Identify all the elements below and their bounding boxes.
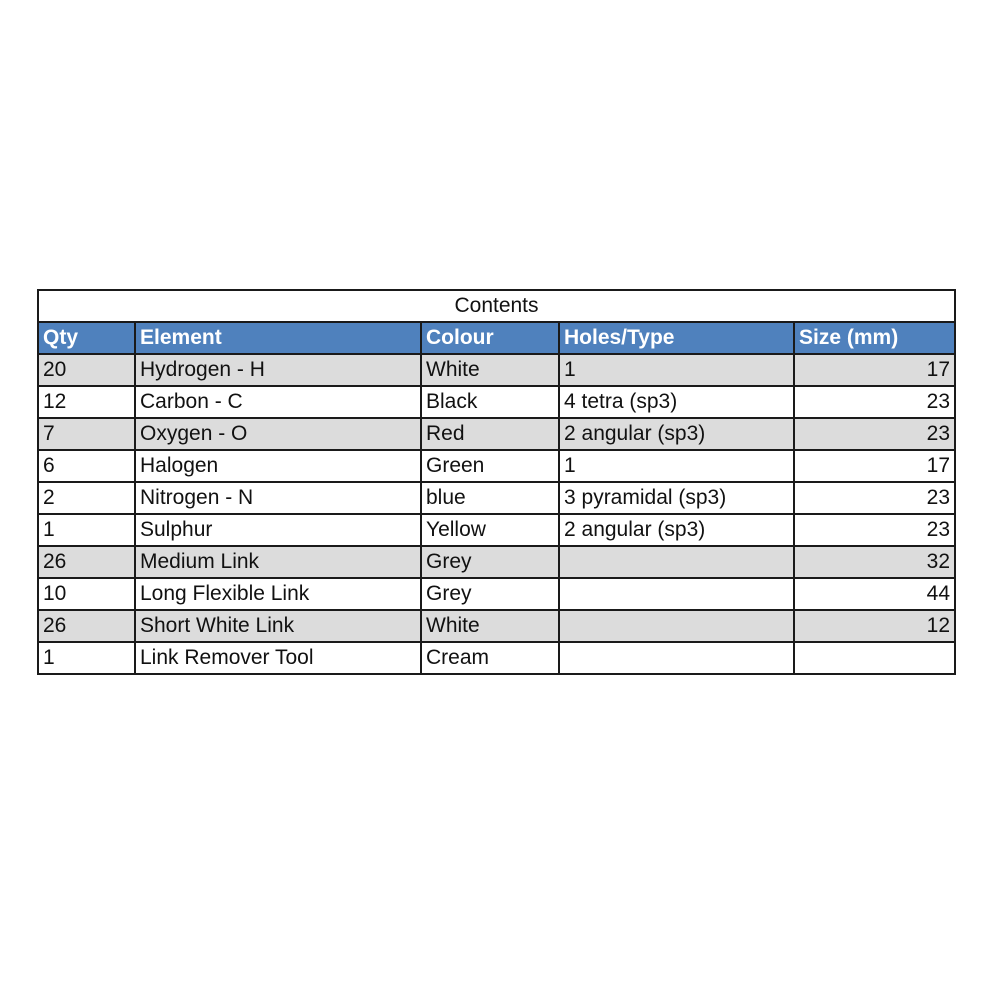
cell-holes-type: 3 pyramidal (sp3)	[559, 482, 794, 514]
cell-size: 32	[794, 546, 955, 578]
cell-element: Halogen	[135, 450, 421, 482]
table-row	[38, 354, 955, 386]
cell-size: 17	[794, 450, 955, 482]
cell-size: 12	[794, 610, 955, 642]
cell-holes-type	[559, 642, 794, 674]
cell-holes-type: 2 angular (sp3)	[559, 514, 794, 546]
cell-qty: 2	[38, 482, 135, 514]
cell-size: 23	[794, 418, 955, 450]
cell-qty: 6	[38, 450, 135, 482]
table-row	[38, 386, 955, 418]
cell-size: 44	[794, 578, 955, 610]
cell-colour: White	[421, 354, 559, 386]
cell-element: Link Remover Tool	[135, 642, 421, 674]
title-row	[38, 290, 955, 322]
cell-holes-type: 4 tetra (sp3)	[559, 386, 794, 418]
cell-size: 23	[794, 386, 955, 418]
cell-element: Short White Link	[135, 610, 421, 642]
cell-qty: 1	[38, 514, 135, 546]
cell-colour: Green	[421, 450, 559, 482]
cell-element: Sulphur	[135, 514, 421, 546]
cell-size: 23	[794, 482, 955, 514]
table-row	[38, 642, 955, 674]
table-row	[38, 546, 955, 578]
table-row	[38, 514, 955, 546]
cell-size: 17	[794, 354, 955, 386]
cell-size: 23	[794, 514, 955, 546]
cell-element: Long Flexible Link	[135, 578, 421, 610]
table-row	[38, 610, 955, 642]
cell-colour: Cream	[421, 642, 559, 674]
header-element: Element	[135, 322, 421, 354]
cell-qty: 1	[38, 642, 135, 674]
cell-colour: Black	[421, 386, 559, 418]
cell-holes-type: 1	[559, 354, 794, 386]
cell-colour: Yellow	[421, 514, 559, 546]
table-row	[38, 578, 955, 610]
cell-element: Carbon - C	[135, 386, 421, 418]
cell-qty: 7	[38, 418, 135, 450]
cell-colour: Red	[421, 418, 559, 450]
cell-holes-type	[559, 610, 794, 642]
cell-element: Medium Link	[135, 546, 421, 578]
cell-element: Oxygen - O	[135, 418, 421, 450]
cell-colour: White	[421, 610, 559, 642]
cell-size	[794, 642, 955, 674]
cell-colour: blue	[421, 482, 559, 514]
cell-colour: Grey	[421, 578, 559, 610]
table-row	[38, 450, 955, 482]
table-title: Contents	[38, 290, 955, 322]
cell-qty: 20	[38, 354, 135, 386]
cell-qty: 26	[38, 546, 135, 578]
cell-element: Nitrogen - N	[135, 482, 421, 514]
cell-qty: 10	[38, 578, 135, 610]
header-qty: Qty	[38, 322, 135, 354]
cell-holes-type: 2 angular (sp3)	[559, 418, 794, 450]
header-holes-type: Holes/Type	[559, 322, 794, 354]
cell-holes-type	[559, 578, 794, 610]
cell-element: Hydrogen - H	[135, 354, 421, 386]
header-row	[38, 322, 955, 354]
header-colour: Colour	[421, 322, 559, 354]
cell-holes-type	[559, 546, 794, 578]
cell-qty: 12	[38, 386, 135, 418]
contents-table	[37, 289, 956, 675]
cell-holes-type: 1	[559, 450, 794, 482]
table-row	[38, 482, 955, 514]
cell-qty: 26	[38, 610, 135, 642]
table-row	[38, 418, 955, 450]
header-size: Size (mm)	[794, 322, 955, 354]
cell-colour: Grey	[421, 546, 559, 578]
